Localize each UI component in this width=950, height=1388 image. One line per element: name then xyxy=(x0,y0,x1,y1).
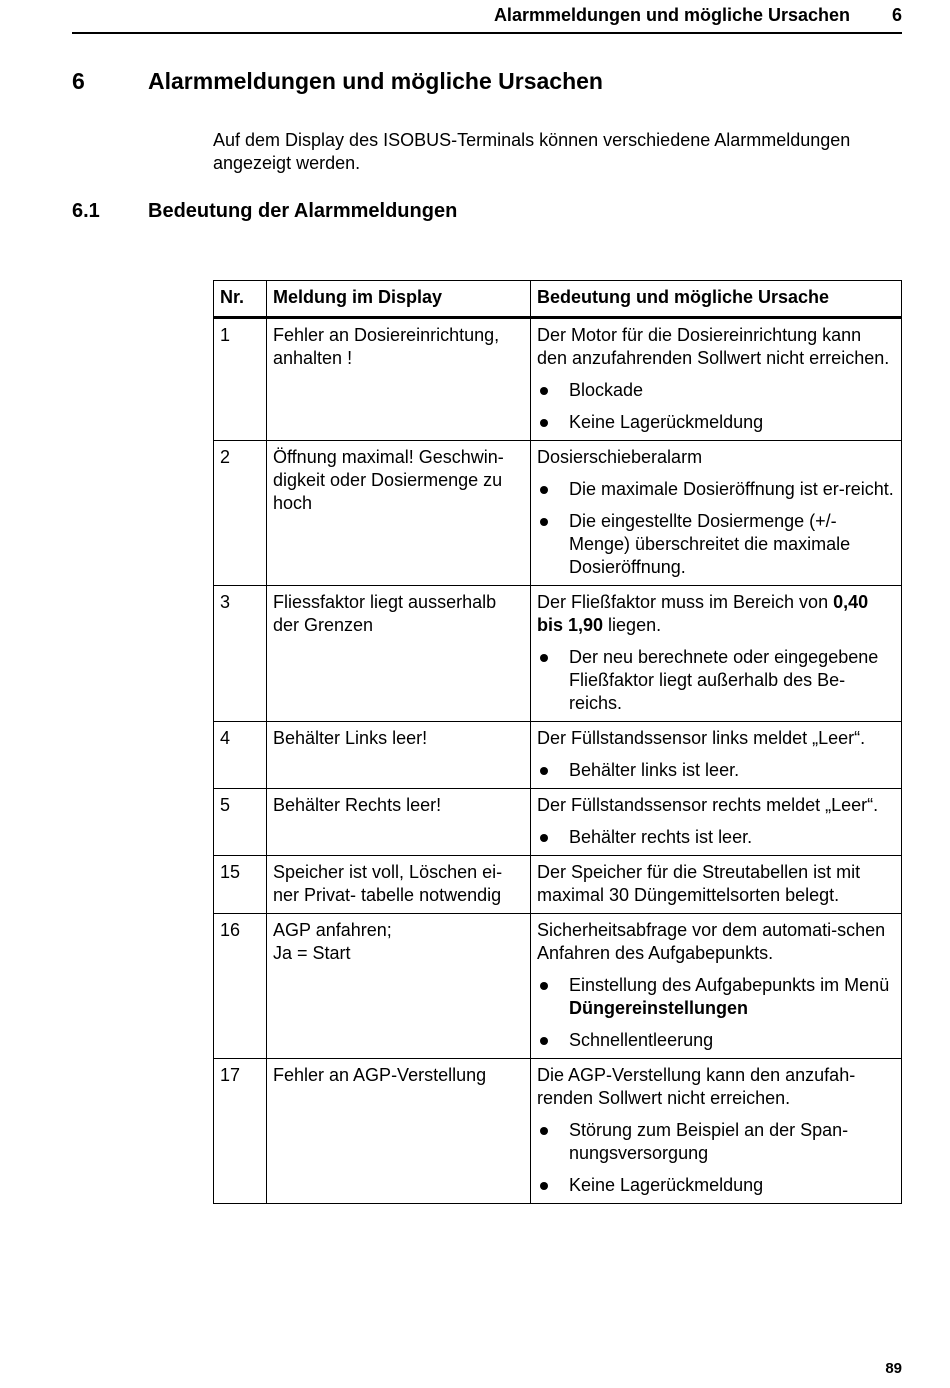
cell-meaning xyxy=(531,441,902,586)
cell-message: Fehler an AGP-Verstellung xyxy=(267,1059,531,1204)
bullet-dot-icon xyxy=(540,486,548,494)
bullet-text: Behälter rechts ist leer. xyxy=(569,827,753,847)
bullet-list xyxy=(537,478,895,579)
alarm-table xyxy=(213,280,902,1204)
header-message: Meldung im Display xyxy=(267,281,531,318)
cell-nr: 16 xyxy=(214,914,267,1059)
meaning-text: Die AGP-Verstellung kann den anzufah-renden Sollwert nicht erreichen. xyxy=(537,1065,856,1108)
running-header-title: Alarmmeldungen und mögliche Ursachen xyxy=(493,5,850,25)
bullet-dot-icon xyxy=(540,1037,548,1045)
cell-nr: 3 xyxy=(214,586,267,722)
bullet-item xyxy=(537,759,895,782)
cell-message: Behälter Rechts leer! xyxy=(267,789,531,856)
bullet-text: Blockade xyxy=(569,380,644,400)
meaning-text: Dosierschieberalarm xyxy=(537,447,703,467)
bullet-dot-icon xyxy=(540,1182,548,1190)
menu-name: Düngereinstellungen xyxy=(569,998,749,1018)
header-meaning: Bedeutung und mögliche Ursache xyxy=(531,281,902,318)
cell-nr: 2 xyxy=(214,441,267,586)
message-line-2: Ja = Start xyxy=(273,943,351,963)
message-line-1: AGP anfahren; xyxy=(273,920,392,940)
bullet-text: Störung zum Beispiel an der Span-nungsversorgung xyxy=(569,1120,849,1163)
flow-factor-range: 0,40 bis 1,90 xyxy=(537,592,869,635)
intro-paragraph: Auf dem Display des ISOBUS-Terminals können verschiedene Alarmmeldungen angezeigt werden. xyxy=(213,130,851,173)
cell-nr: 15 xyxy=(214,856,267,914)
table-row xyxy=(214,318,902,441)
table-row xyxy=(214,789,902,856)
bullet-list xyxy=(537,379,895,434)
page-number: 89 xyxy=(885,1360,902,1377)
bullet-dot-icon xyxy=(540,518,548,526)
bullet-dot-icon xyxy=(540,982,548,990)
bullet-list xyxy=(537,974,895,1052)
bullet-dot-icon xyxy=(540,834,548,842)
table-header-row xyxy=(214,281,902,318)
chapter-number: 6 xyxy=(72,68,85,94)
bullet-text: Keine Lagerückmeldung xyxy=(569,412,764,432)
bullet-text: Schnellentleerung xyxy=(569,1030,714,1050)
bullet-list xyxy=(537,646,895,715)
meaning-text-post: liegen. xyxy=(603,615,662,635)
bullet-text: Die maximale Dosieröffnung ist er-reicht. xyxy=(569,479,894,499)
meaning-text: Der Füllstandssensor rechts meldet „Leer“. xyxy=(537,795,879,815)
running-header xyxy=(72,0,902,34)
section-title: Bedeutung der Alarmmeldungen xyxy=(148,200,458,222)
bullet-dot-icon xyxy=(540,1127,548,1135)
bullet-dot-icon xyxy=(540,419,548,427)
bullet-text: Keine Lagerückmeldung xyxy=(569,1175,764,1195)
bullet-item xyxy=(537,1119,895,1165)
cell-meaning xyxy=(531,789,902,856)
cell-meaning xyxy=(531,722,902,789)
table-row xyxy=(214,441,902,586)
cell-nr: 17 xyxy=(214,1059,267,1204)
cell-message: Speicher ist voll, Löschen ei-ner Privat- tabelle notwendig xyxy=(267,856,531,914)
bullet-text: Der neu berechnete oder eingegebene Fließfaktor liegt außerhalb des Be-reichs. xyxy=(569,647,879,713)
cell-nr: 5 xyxy=(214,789,267,856)
running-header-chapter-number: 6 xyxy=(891,5,902,25)
table-row xyxy=(214,586,902,722)
bullet-item xyxy=(537,411,895,434)
bullet-dot-icon xyxy=(540,654,548,662)
header-nr: Nr. xyxy=(214,281,267,318)
meaning-text: Sicherheitsabfrage vor dem automati-schen Anfahren des Aufgabepunkts. xyxy=(537,920,886,963)
bullet-item xyxy=(537,478,895,501)
bullet-dot-icon xyxy=(540,767,548,775)
bullet-dot-icon xyxy=(540,387,548,395)
bullet-item xyxy=(537,974,895,1020)
bullet-item xyxy=(537,1029,895,1052)
section-number: 6.1 xyxy=(72,200,100,222)
cell-message: Fehler an Dosiereinrichtung, anhalten ! xyxy=(267,318,531,441)
bullet-item xyxy=(537,646,895,715)
cell-meaning xyxy=(531,318,902,441)
bullet-item xyxy=(537,510,895,579)
chapter-title: Alarmmeldungen und mögliche Ursachen xyxy=(148,68,603,94)
cell-meaning xyxy=(531,586,902,722)
table-row xyxy=(214,1059,902,1204)
bullet-item xyxy=(537,379,895,402)
cell-nr: 4 xyxy=(214,722,267,789)
bullet-list xyxy=(537,826,895,849)
table-row xyxy=(214,722,902,789)
meaning-text-pre: Der Fließfaktor muss im Bereich von xyxy=(537,592,834,612)
bullet-list xyxy=(537,1119,895,1197)
cell-message xyxy=(267,914,531,1059)
meaning-text: Der Motor für die Dosiereinrichtung kann den anzufahrenden Sollwert nicht erreichen. xyxy=(537,325,890,368)
table-row xyxy=(214,914,902,1059)
cell-meaning xyxy=(531,914,902,1059)
meaning-text: Der Speicher für die Streutabellen ist mit maximal 30 Düngemittelsorten belegt. xyxy=(537,862,861,905)
bullet-text: Einstellung des Aufgabepunkts im Menü xyxy=(569,975,890,995)
cell-meaning xyxy=(531,1059,902,1204)
cell-message: Fliessfaktor liegt ausserhalb der Grenzen xyxy=(267,586,531,722)
meaning-text: Der Füllstandssensor links meldet „Leer“. xyxy=(537,728,866,748)
table-row xyxy=(214,856,902,914)
bullet-list xyxy=(537,759,895,782)
cell-message: Öffnung maximal! Geschwin-digkeit oder Dosiermenge zu hoch xyxy=(267,441,531,586)
bullet-item xyxy=(537,826,895,849)
bullet-text: Behälter links ist leer. xyxy=(569,760,740,780)
cell-meaning xyxy=(531,856,902,914)
bullet-item xyxy=(537,1174,895,1197)
bullet-text: Die eingestellte Dosiermenge (+/-Menge) überschreitet die maximale Dosieröffnung. xyxy=(569,511,851,577)
cell-message: Behälter Links leer! xyxy=(267,722,531,789)
cell-nr: 1 xyxy=(214,318,267,441)
meaning-text xyxy=(537,591,895,637)
